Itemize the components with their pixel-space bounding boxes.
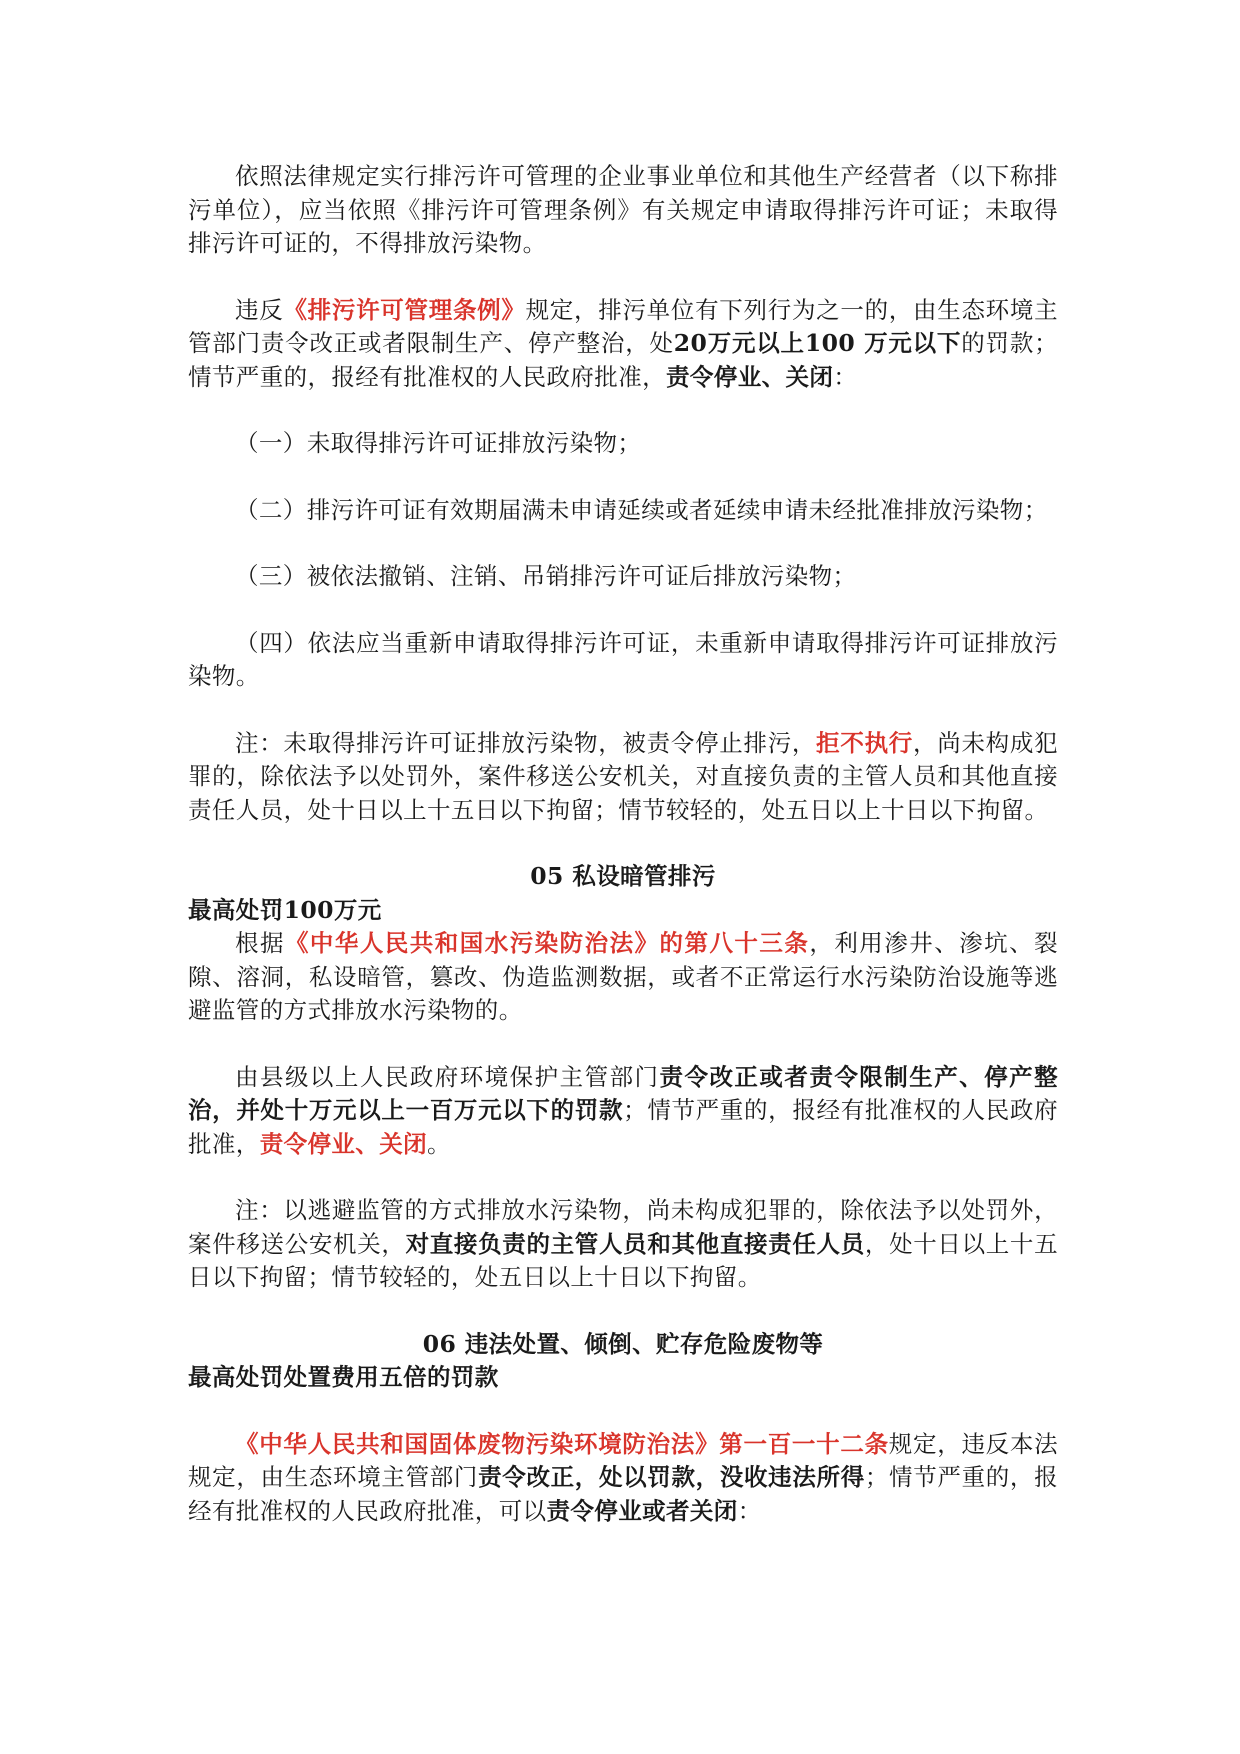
text-run: 注：以逃避监管的方式排放水污染物，尚未构成犯罪的，除依法予以处罚外，案件移送公安机关， — [188, 1196, 1058, 1258]
intro-paragraph — [188, 160, 1058, 261]
section-06-subheading: 最高处罚处置费用五倍的罚款 — [188, 1363, 499, 1391]
section-05-subheading: 最高处罚100万元 — [188, 895, 382, 924]
section-05-paragraph-1 — [188, 927, 1058, 1028]
text-run: ，尚未构成犯罪的，除依法予以处罚外，案件移送公安机关，对直接负责的主管人员和其他直接责任人员，处十日以上十五日以下拘留；情节较轻的，处五日以上十日以下拘留。 — [188, 728, 1058, 824]
list-item-3: （三）被依法撤销、注销、吊销排污许可证后排放污染物； — [235, 562, 857, 590]
section-06-heading: 06 违法处置、倾倒、贮存危险废物等 — [422, 1329, 824, 1358]
section-06-paragraph-1 — [188, 1428, 1058, 1529]
text-run: ；情节严重的，报经有批准权的人民政府批准， — [188, 1096, 1059, 1158]
penalty-bold: 责令改正或者责令限制生产、停产整治，并处十万元以上一百万元以下的罚款 — [188, 1062, 1058, 1124]
list-item-4: （四）依法应当重新申请取得排污许可证，未重新申请取得排污许可证排放污染物。 — [188, 628, 1058, 690]
text-run: ，处十日以上十五日以下拘留；情节较轻的，处五日以上十日以下拘留。 — [188, 1229, 1059, 1291]
penalty-highlight: 责令停业、关闭 — [259, 1129, 428, 1158]
section-05-note — [188, 1194, 1058, 1295]
regulation-name-highlight: 《排污许可管理条例》 — [283, 295, 526, 324]
responsible-persons-bold: 对直接负责的主管人员和其他直接责任人员 — [405, 1229, 865, 1258]
text-run: 规定，违反本法规定，由生态环境主管部门 — [188, 1429, 1058, 1491]
penalty-bold: 责令改正，处以罚款，没收违法所得 — [478, 1463, 865, 1491]
fine-amount-highlight: 20万元以上100 万元以下 — [673, 329, 962, 357]
list-item-1: （一）未取得排污许可证排放污染物； — [235, 429, 642, 457]
text-run: 由县级以上人民政府环境保护主管部门 — [235, 1062, 660, 1091]
law-article-highlight: 《中华人民共和国水污染防治法》的第八十三条 — [284, 929, 810, 957]
violation-paragraph — [188, 294, 1058, 395]
refuse-execute-highlight: 拒不执行 — [816, 728, 914, 757]
list-item-2: （二）排污许可证有效期届满未申请延续或者延续申请未经批准排放污染物； — [235, 495, 1048, 524]
text-run: ： — [737, 1496, 762, 1525]
text-run: 根据 — [235, 929, 285, 957]
text-run: 。 — [427, 1129, 451, 1158]
section-05-paragraph-2 — [188, 1061, 1058, 1162]
text-run: 规定，排污单位有下列行为之一的，由生态环境主管部门责令改正或者限制生产、停产整治，处 — [188, 295, 1058, 357]
penalty-highlight: 责令停业、关闭 — [666, 362, 834, 391]
text-run: 的罚款；情节严重的，报经有批准权的人民政府批准， — [188, 329, 1059, 391]
intro-text: 依照法律规定实行排污许可管理的企业事业单位和其他生产经营者（以下称排污单位），应当依照《排污许可管理条例》有关规定申请取得排污许可证；未取得排污许可证的，不得排放污染物。 — [188, 162, 1058, 257]
law-article-highlight: 《中华人民共和国固体废物污染环境防治法》第一百一十二条 — [235, 1429, 889, 1458]
penalty-bold: 责令停业或者关闭 — [546, 1496, 738, 1525]
text-run: 注：未取得排污许可证排放污染物，被责令停止排污， — [235, 728, 817, 757]
text-run: ，利用渗井、渗坑、裂隙、溶洞，私设暗管，篡改、伪造监测数据，或者不正常运行水污染防治设施等逃避监管的方式排放水污染物的。 — [188, 929, 1059, 1024]
text-run: ： — [833, 362, 858, 391]
note-paragraph-1 — [188, 727, 1058, 828]
text-run: ；情节严重的，报经有批准权的人民政府批准，可以 — [188, 1463, 1058, 1525]
document-page — [188, 160, 1058, 1528]
section-05-heading: 05 私设暗管排污 — [530, 862, 716, 890]
text-run: 违反 — [235, 295, 284, 324]
